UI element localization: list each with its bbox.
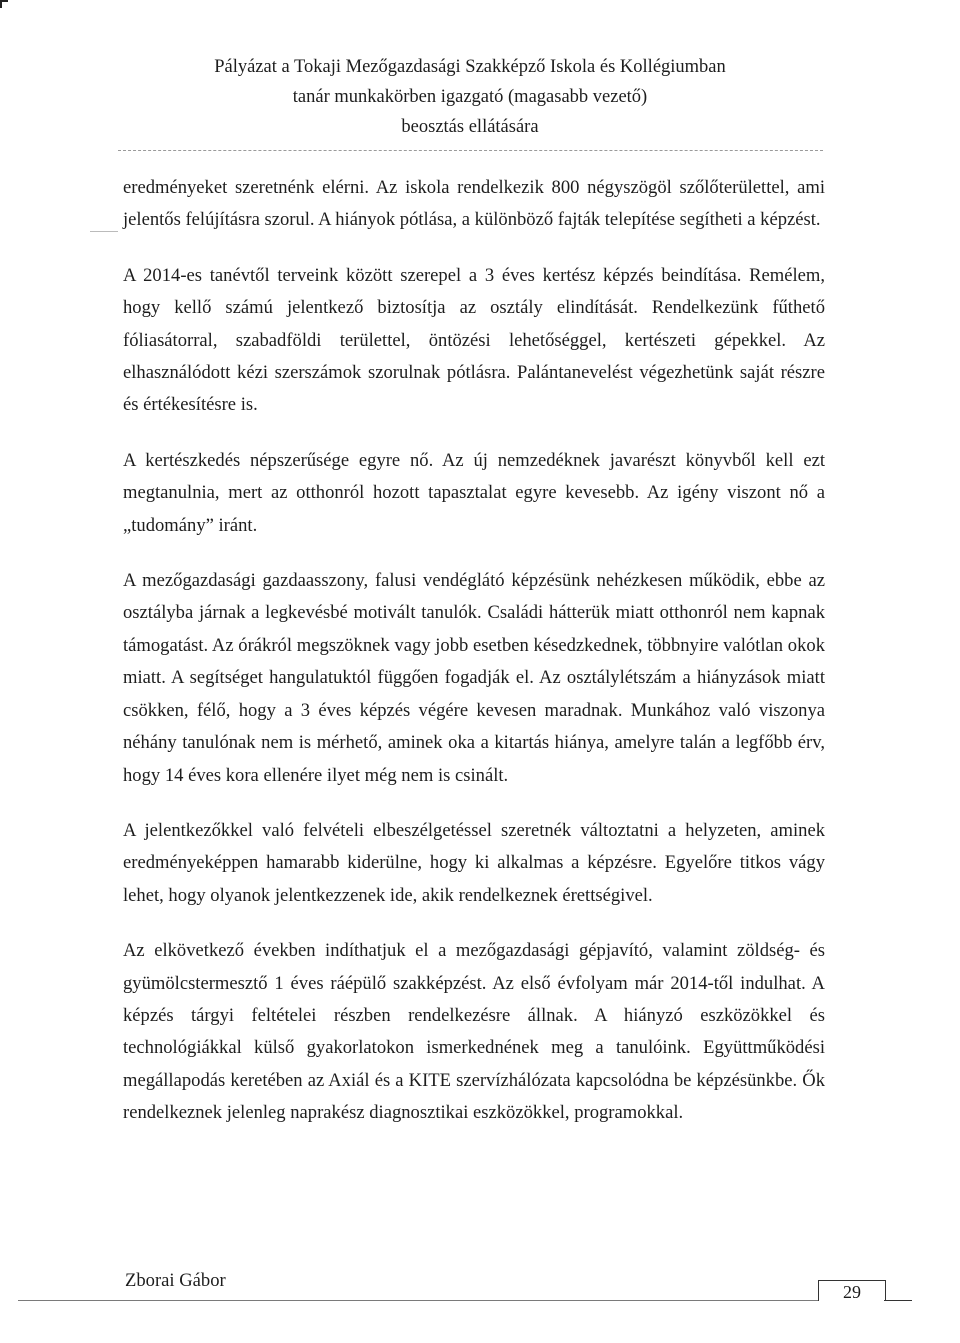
paragraph: Az elkövetkező években indíthatjuk el a mezőgazdasági gépjavító, valamint zöldség- és gyümölcstermesztő 1 éves ráépülő szakképzést. Az első évfolyam már 2014-től indulhat. A képzés tárgyi feltételei részben rendelkezésre állnak. A hiányzó eszközökkel és technológiákkal külső gyakorlatokon ismerkednének meg a tanulóink. Együttműködési megállapodás keretében az Axiál és a KITE szervízhálózata kapcsolódna be képzésünkbe. Ők rendelkeznek jelenleg naprakész diagnosztikai eszközökkel, programokkal.: [123, 940, 825, 1124]
header-divider: [118, 150, 823, 151]
body-text: [123, 172, 825, 1153]
header-line-1: Pályázat a Tokaji Mezőgazdasági Szakképző Iskola és Kollégiumban: [214, 57, 726, 77]
page-number-rule: [884, 1300, 912, 1301]
paragraph: A jelentkezőkkel való felvételi elbeszélgetéssel szeretnék változtatni a helyzeten, aminek eredményeképpen hamarabb kiderülne, hogy ki alkalmas a képzésre. Egyelőre titkos vágy lehet, hogy olyanok jelentkezzenek ide, akik rendelkeznek érettségivel.: [123, 819, 825, 906]
margin-mark: [90, 231, 118, 232]
scan-corner-mark: [0, 0, 8, 8]
footer-author: Zborai Gábor: [125, 1270, 226, 1291]
paragraph: A kertészkedés népszerűsége egyre nő. Az új nemzedéknek javarészt könyvből kell ezt megtanulnia, mert az otthonról hozott tapasztalat egyre kevesebb. Az igény viszont nő a „tudomány” iránt.: [123, 449, 825, 536]
page-number: 29: [818, 1280, 886, 1301]
paragraph: eredményeket szeretnénk elérni. Az iskola rendelkezik 800 négyszögöl szőlőterülettel, ami jelentős felújításra szorul. A hiányok pótlása, a különböző fajták telepítése segítheti a képzést.: [123, 177, 825, 231]
header-line-3: beosztás ellátására: [401, 117, 539, 137]
page-header: [0, 52, 940, 142]
paragraph: A 2014-es tanévtől terveink között szerepel a 3 éves kertész képzés beindítása. Remélem, hogy kellő számú jelentkező biztosítja az osztály elindítását. Rendelkezünk fűthető fóliasátorral, szabadföldi területtel, öntözési lehetőséggel, kertészeti gépekkel. Az elhasználódott kézi szerszámok szorulnak pótlásra. Palántanevelést végezhetünk saját részre és értékesítésre is.: [123, 264, 825, 416]
footer-rule: [18, 1300, 818, 1301]
header-line-2: tanár munkakörben igazgató (magasabb vezető): [292, 87, 648, 107]
paragraph: A mezőgazdasági gazdaasszony, falusi vendéglátó képzésünk nehézkesen működik, ebbe az osztályba járnak a legkevésbé motivált tanulók. Családi hátterük miatt otthonról nem kapnak támogatást. Az órákról megszöknek vagy jobb esetben késedzkednek, többnyire valótlan okok miatt. A segítséget hangulatuktól függően fogadják el. Az osztálylétszám a hiányzások miatt csökken, félő, hogy a 3 éves képzés végére kevesen maradnak. Munkához való viszonya néhány tanulónak nem is mérhető, aminek oka a kitartás hiánya, amelyre talán a legfőbb érv, hogy 14 éves kora ellenére ilyet még nem is csinált.: [123, 570, 825, 786]
